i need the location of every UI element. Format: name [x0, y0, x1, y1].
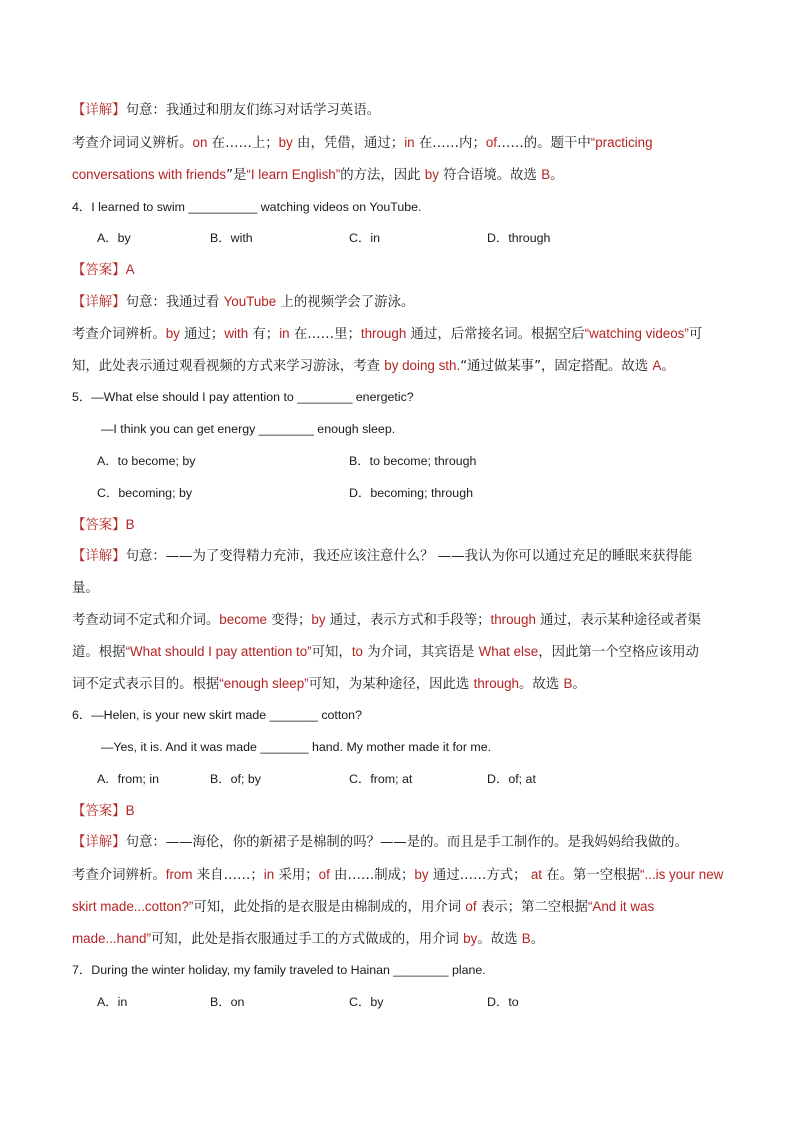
- q6-detail-line-4: [72, 930, 544, 949]
- text-segment: by: [278, 135, 293, 150]
- q5-answer: [72, 516, 135, 535]
- text-segment: YouTube: [223, 294, 277, 309]
- text-segment: in: [263, 867, 275, 882]
- text-segment: from: [165, 867, 193, 882]
- text-segment: made...hand”: [72, 931, 151, 946]
- text-segment: 上的视频学会了游泳。: [276, 295, 415, 310]
- q3-detail-line-3: [72, 166, 564, 185]
- text-segment: ……的。题干中: [497, 136, 591, 151]
- q4-detail-line-3: [72, 357, 675, 376]
- text-segment: 量。: [72, 581, 99, 596]
- q6-option-b: B．of; by: [210, 772, 261, 786]
- text-segment: skirt made...cotton?”: [72, 899, 194, 914]
- text-segment: 词不定式表示目的。根据: [72, 677, 220, 692]
- text-segment: 句意：我通过看: [125, 295, 224, 310]
- text-segment: through: [490, 612, 536, 627]
- text-segment: 通过；: [179, 327, 225, 342]
- text-segment: 。: [572, 677, 586, 692]
- text-segment: of: [465, 899, 477, 914]
- text-segment: by: [311, 612, 326, 627]
- text-segment: 。: [550, 168, 564, 183]
- q4-option-b: B．with: [210, 231, 253, 245]
- q6-option-c: C．from; at: [349, 772, 413, 786]
- text-segment: 通过，表示方式和手段等；: [325, 613, 491, 628]
- q4-detail-line-1: [72, 293, 414, 312]
- q5-detail-line-4: [72, 643, 699, 662]
- text-segment: 【详解】: [72, 295, 126, 310]
- text-segment: 。故选: [477, 932, 522, 947]
- text-segment: 【答案】: [72, 263, 126, 278]
- text-segment: B: [541, 167, 551, 182]
- q4-option-c: C．in: [349, 231, 380, 245]
- q5-stem-reply: —I think you can get energy ________ enough sleep.: [101, 422, 396, 436]
- text-segment: “practicing: [590, 135, 653, 150]
- text-segment: 来自……；: [192, 868, 264, 883]
- text-segment: to: [351, 644, 363, 659]
- q4-detail-line-2: [72, 325, 702, 344]
- text-segment: 【详解】: [72, 549, 126, 564]
- text-segment: “I learn English”: [246, 167, 341, 182]
- text-segment: 通过……方式；: [428, 868, 531, 883]
- text-segment: with: [224, 326, 249, 341]
- text-segment: of: [485, 135, 498, 150]
- text-segment: 符合语境。故选: [438, 168, 542, 183]
- text-segment: of: [318, 867, 330, 882]
- text-segment: 采用；: [274, 868, 319, 883]
- text-segment: 表示；第二空根据: [476, 900, 588, 915]
- text-segment: ”是: [226, 168, 247, 183]
- text-segment: 道。根据: [72, 645, 126, 660]
- text-segment: B: [125, 803, 135, 818]
- text-segment: conversations with friends: [72, 167, 227, 182]
- q5-detail-line-5: [72, 675, 586, 694]
- text-segment: 有；: [248, 327, 280, 342]
- q6-option-d: D．of; at: [487, 772, 536, 786]
- text-segment: 考查动词不定式和介词。: [72, 613, 220, 628]
- text-segment: 由，凭借，通过；: [292, 136, 405, 151]
- text-segment: 在。第一空根据: [541, 868, 640, 883]
- text-segment: “通过做某事”，固定搭配。故选: [460, 359, 653, 374]
- q4-option-a: A．by: [97, 231, 131, 245]
- text-segment: 可知，为某种途径，因此选: [308, 677, 474, 692]
- text-segment: “...is your new: [639, 867, 724, 882]
- text-segment: by: [165, 326, 180, 341]
- text-segment: 。故选: [519, 677, 564, 692]
- text-segment: by: [414, 867, 429, 882]
- text-segment: through: [360, 326, 407, 341]
- text-segment: 的方法，因此: [340, 168, 425, 183]
- text-segment: 知，此处表示通过观看视频的方式来学习游泳，考查: [72, 359, 385, 374]
- text-segment: B: [125, 517, 135, 532]
- q5-stem: 5．—What else should I pay attention to ________ energetic?: [72, 390, 414, 404]
- text-segment: 在……上；: [207, 136, 279, 151]
- q3-detail-line-1: [72, 102, 380, 120]
- text-segment: A: [652, 358, 662, 373]
- text-segment: “watching videos”: [584, 326, 689, 341]
- q6-detail-line-2: [72, 866, 723, 885]
- q6-answer: [72, 802, 135, 821]
- text-segment: 在……内；: [414, 136, 486, 151]
- text-segment: on: [192, 135, 208, 150]
- q6-stem: 6．—Helen, is your new skirt made _______ cotton?: [72, 708, 362, 722]
- q6-option-a: A．from; in: [97, 772, 159, 786]
- text-segment: by: [463, 931, 478, 946]
- q7-option-a: A．in: [97, 995, 128, 1009]
- text-segment: through: [473, 676, 520, 691]
- text-segment: 在……里；: [289, 327, 361, 342]
- text-segment: 。: [530, 932, 545, 947]
- text-segment: in: [404, 135, 415, 150]
- text-segment: 可知，: [311, 645, 352, 660]
- text-segment: “And it was: [587, 899, 655, 914]
- q7-stem: 7．During the winter holiday, my family traveled to Hainan ________ plane.: [72, 963, 486, 977]
- text-segment: A: [125, 262, 135, 277]
- text-segment: in: [279, 326, 290, 341]
- text-segment: become: [219, 612, 267, 627]
- q6-stem-reply: —Yes, it is. And it was made _______ hand. My mother made it for me.: [101, 740, 492, 754]
- text-segment: 变得；: [266, 613, 312, 628]
- q5-option-d: D．becoming; through: [349, 486, 473, 500]
- text-segment: by doing sth.: [384, 358, 461, 373]
- text-segment: 考查介词词义辨析。: [72, 136, 193, 151]
- text-segment: at: [530, 867, 542, 882]
- q4-answer: [72, 261, 135, 280]
- q6-detail-line-3: [72, 898, 654, 917]
- text-segment: “What should I pay attention to”: [125, 644, 312, 659]
- q5-detail-line-1: [72, 548, 692, 566]
- text-segment: 为介词，其宾语是: [363, 645, 479, 660]
- text-segment: “enough sleep”: [219, 676, 309, 691]
- text-segment: 【详解】: [72, 835, 126, 850]
- text-segment: by: [424, 167, 439, 182]
- q3-detail-line-2: [72, 134, 653, 153]
- q7-option-b: B．on: [210, 995, 245, 1009]
- text-segment: 可知，此处指的是衣服是由棉制成的，用介词: [193, 900, 466, 915]
- text-segment: 通过，表示某种途径或者渠: [535, 613, 701, 628]
- text-segment: 句意：我通过和朋友们练习对话学习英语。: [125, 103, 380, 118]
- q5-option-b: B．to become; through: [349, 454, 477, 468]
- q5-detail-line-3: [72, 611, 701, 630]
- text-segment: 【答案】: [72, 518, 126, 533]
- text-segment: 考查介词辨析。: [72, 327, 166, 342]
- text-segment: 句意：——海伦，你的新裙子是棉制的吗？——是的。而且是手工制作的。是我妈妈给我做的。: [125, 835, 688, 850]
- text-segment: ，因此第一个空格应该用动: [538, 645, 699, 660]
- q7-option-c: C．by: [349, 995, 384, 1009]
- text-segment: B: [563, 676, 573, 691]
- text-segment: 可: [688, 327, 703, 342]
- q4-option-d: D．through: [487, 231, 551, 245]
- text-segment: 句意：——为了变得精力充沛，我还应该注意什么？ ——我认为你可以通过充足的睡眠来获得能: [125, 549, 693, 564]
- q6-detail-line-1: [72, 834, 688, 852]
- text-segment: 【答案】: [72, 804, 126, 819]
- text-segment: 可知，此处是指衣服通过手工的方式做成的，用介词: [150, 932, 464, 947]
- text-segment: B: [521, 931, 531, 946]
- text-segment: What else: [478, 644, 539, 659]
- q7-option-d: D．to: [487, 995, 519, 1009]
- text-segment: 由……制成；: [329, 868, 415, 883]
- text-segment: 【详解】: [72, 103, 126, 118]
- text-segment: 考查介词辨析。: [72, 868, 166, 883]
- q4-stem: 4．I learned to swim __________ watching videos on YouTube.: [72, 200, 422, 214]
- text-segment: 。: [661, 359, 675, 374]
- q5-detail-line-2: [72, 580, 99, 598]
- q5-option-c: C．becoming; by: [97, 486, 193, 500]
- text-segment: 通过，后常接名词。根据空后: [406, 327, 585, 342]
- q5-option-a: A．to become; by: [97, 454, 196, 468]
